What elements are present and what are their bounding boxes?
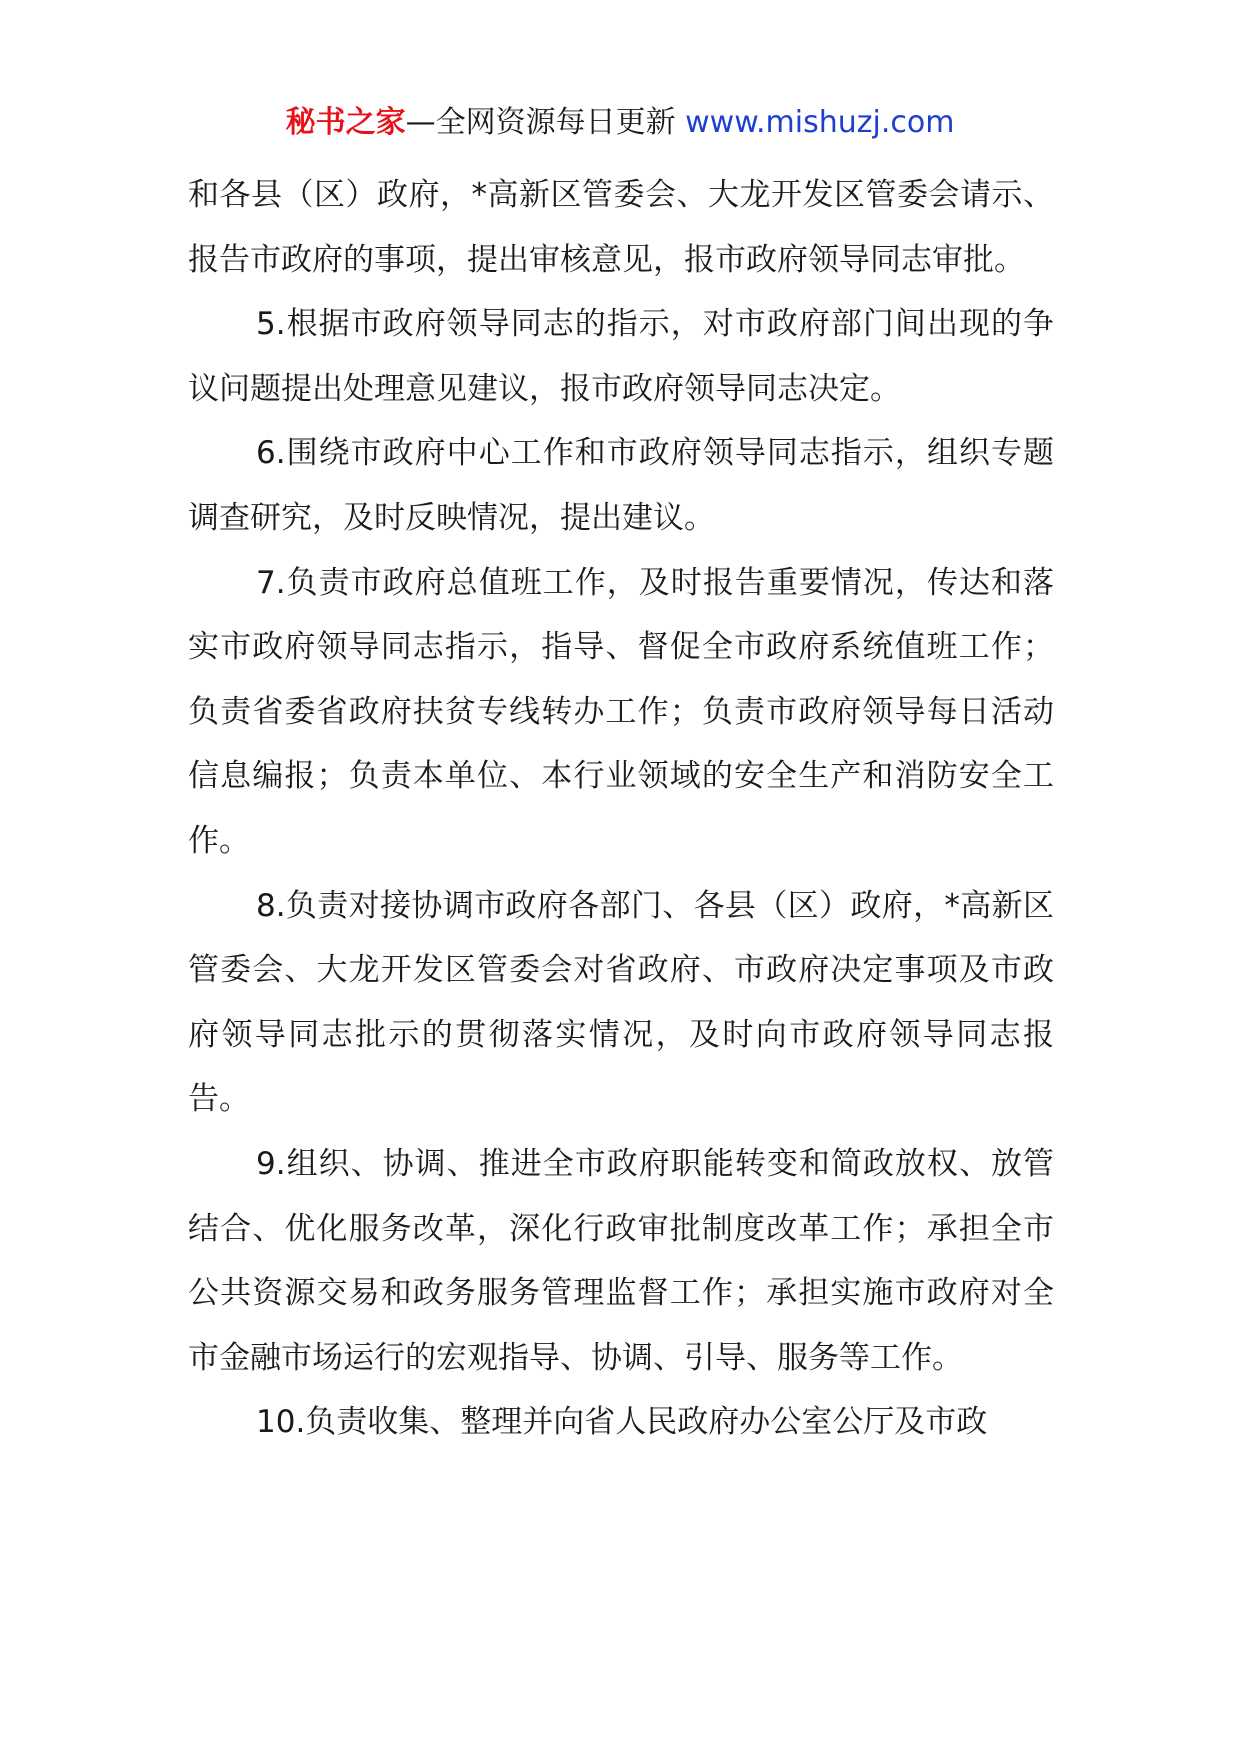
paragraph-continuation: 和各县（区）政府，*高新区管委会、大龙开发区管委会请示、报告市政府的事项，提出审核意见，报市政府领导同志审批。: [188, 177, 1054, 278]
site-brand: 秘书之家: [285, 105, 406, 140]
watermark-header: [0, 100, 1240, 146]
paragraph-item-7: 7.负责市政府总值班工作，及时报告重要情况，传达和落实市政府领导同志指示，指导、督促全市政府系统值班工作；负责省委省政府扶贫专线转办工作；负责市政府领导每日活动信息编报；负责本单位、本行业领域的安全生产和消防安全工作。: [188, 564, 1054, 859]
document-body: [188, 163, 1054, 1455]
site-url-link[interactable]: www.mishuzj.com: [685, 105, 955, 140]
paragraph-item-5: 5.根据市政府领导同志的指示，对市政府部门间出现的争议问题提出处理意见建议，报市政府领导同志决定。: [188, 306, 1054, 407]
paragraph-item-8: 8.负责对接协调市政府各部门、各县（区）政府，*高新区管委会、大龙开发区管委会对省政府、市政府决定事项及市政府领导同志批示的贯彻落实情况，及时向市政府领导同志报告。: [188, 887, 1054, 1118]
paragraph-item-10: 10.负责收集、整理并向省人民政府办公室公厅及市政: [256, 1404, 988, 1441]
site-tagline: —全网资源每日更新: [405, 105, 686, 140]
paragraph-item-9: 9.组织、协调、推进全市政府职能转变和简政放权、放管结合、优化服务改革，深化行政审批制度改革工作；承担全市公共资源交易和政务服务管理监督工作；承担实施市政府对全市金融市场运行的宏观指导、协调、引导、服务等工作。: [188, 1145, 1054, 1376]
paragraph-item-6: 6.围绕市政府中心工作和市政府领导同志指示，组织专题调查研究，及时反映情况，提出建议。: [188, 435, 1054, 536]
